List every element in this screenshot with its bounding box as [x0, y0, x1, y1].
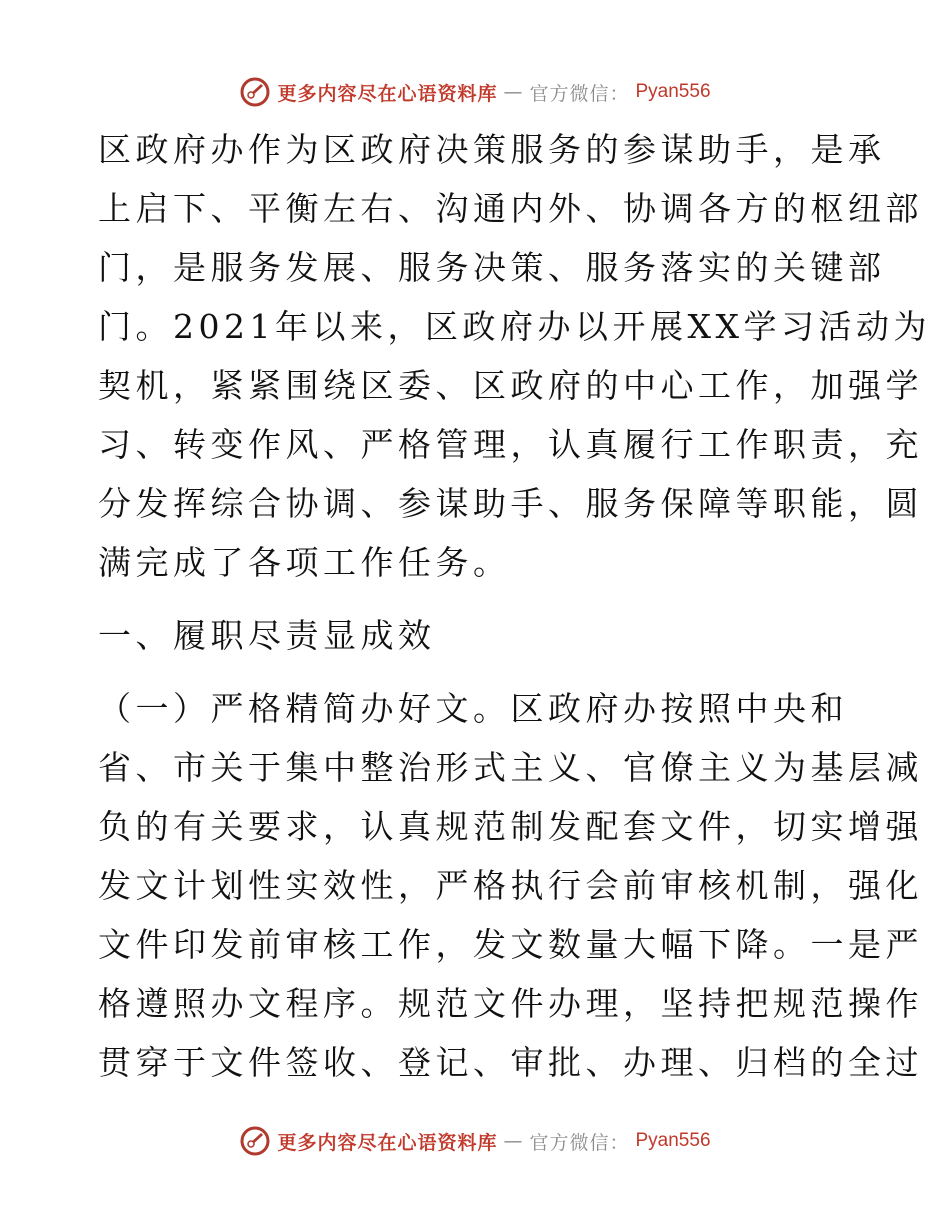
watermark-wechat-id: Pyan556: [635, 1130, 711, 1151]
watermark-wechat-label: 官方微信：: [529, 82, 630, 105]
text-line: 贯穿于文件签收、登记、审批、办理、归档的全过: [98, 1043, 923, 1082]
brand-logo-icon: [239, 76, 271, 108]
text-line: 格遵照办文程序。规范文件办理，坚持把规范操作: [98, 984, 923, 1023]
paragraph-intro: [98, 120, 931, 592]
watermark-separator: —: [503, 1130, 524, 1152]
text-line: 负的有关要求，认真规范制发配套文件，切实增强: [98, 807, 923, 846]
text-line: 满完成了各项工作任务。: [98, 543, 511, 582]
document-body: [98, 120, 931, 1092]
paragraph-section-1: [98, 679, 923, 1092]
text-line: 门，是服务发展、服务决策、服务落实的关键部: [98, 248, 886, 287]
watermark-wechat-label: 官方微信：: [529, 1131, 630, 1154]
text-line: 区政府办作为区政府决策服务的参谋助手，是承: [98, 130, 886, 169]
text-line: 发文计划性实效性，严格执行会前审核机制，强化: [98, 866, 923, 905]
section-heading: 一、履职尽责显成效: [98, 616, 436, 655]
text-line: 文件印发前审核工作，发文数量大幅下降。一是严: [98, 925, 923, 964]
brand-logo-icon: [239, 1125, 271, 1157]
text-line: 门。2021年以来，区政府办以开展XX学习活动为: [98, 307, 931, 346]
text-line: 省、市关于集中整治形式主义、官僚主义为基层减: [98, 748, 923, 787]
text-line: 习、转变作风、严格管理，认真履行工作职责，充: [98, 425, 923, 464]
text-line: 上启下、平衡左右、沟通内外、协调各方的枢纽部: [98, 189, 923, 228]
text-line: （一）严格精简办好文。区政府办按照中央和: [98, 689, 848, 728]
watermark-wechat-id: Pyan556: [635, 81, 711, 102]
footer-watermark: [0, 1121, 950, 1161]
watermark-separator: —: [503, 81, 524, 103]
text-line: 分发挥综合协调、参谋助手、服务保障等职能，圆: [98, 484, 923, 523]
watermark-brand-text: 更多内容尽在心语资料库: [277, 1131, 498, 1154]
watermark-brand-text: 更多内容尽在心语资料库: [277, 82, 498, 105]
text-line: 契机，紧紧围绕区委、区政府的中心工作，加强学: [98, 366, 923, 405]
header-watermark: [0, 72, 950, 112]
